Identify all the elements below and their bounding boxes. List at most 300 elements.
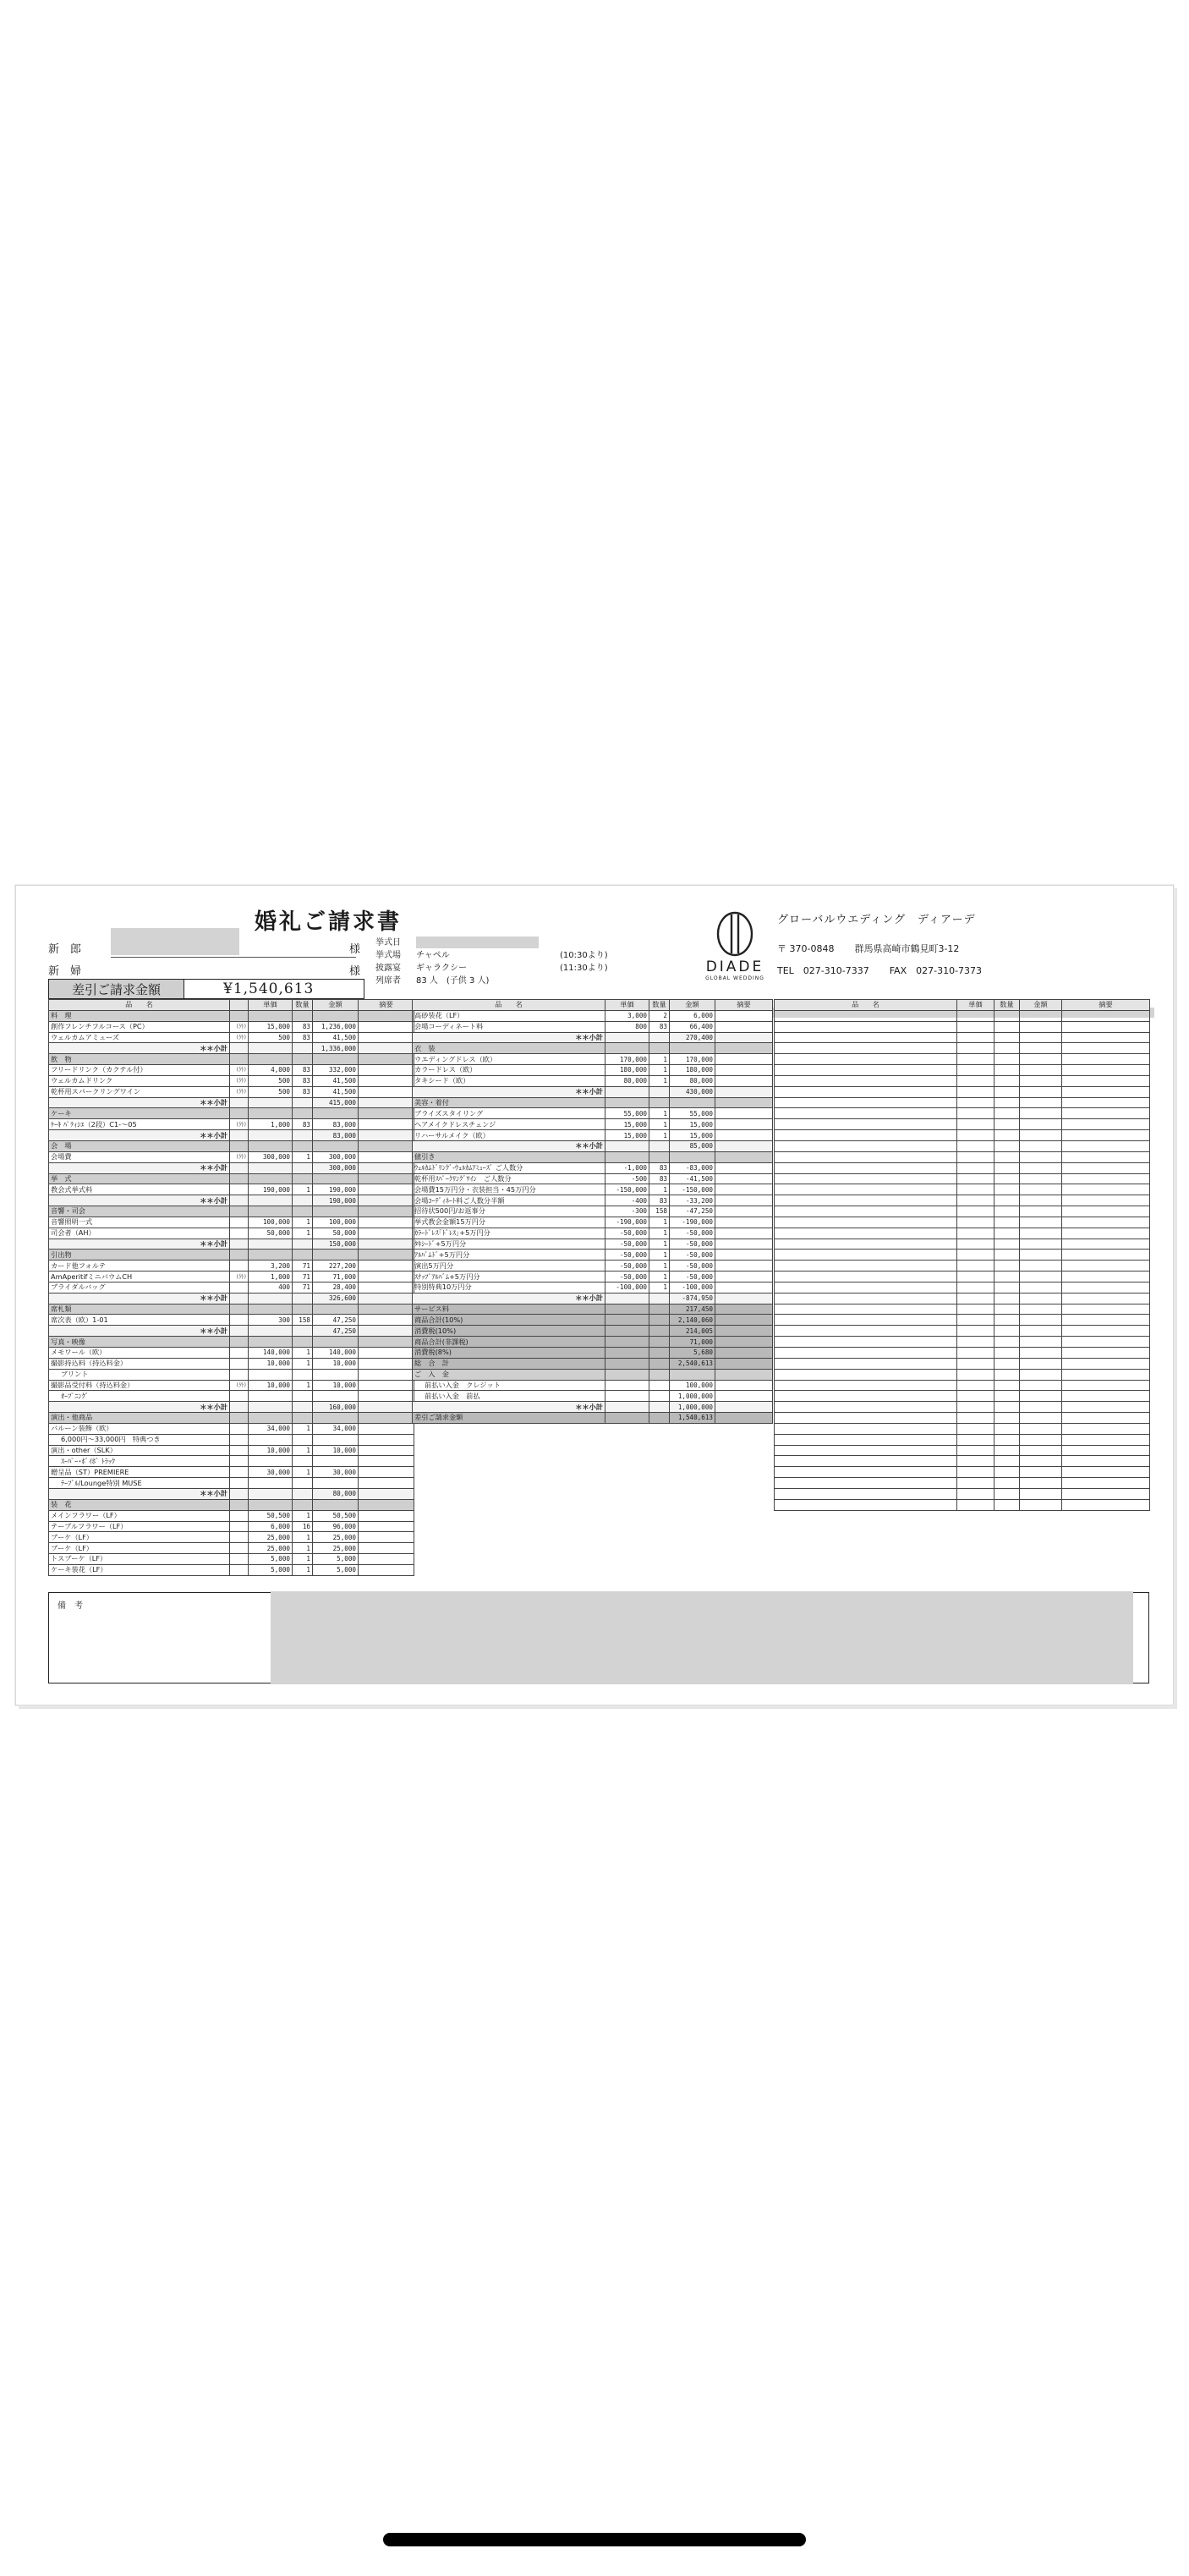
col-unit-header: 単価 <box>249 1000 293 1011</box>
note <box>359 1434 414 1445</box>
subtotal-label: ＊＊小計 <box>413 1032 605 1043</box>
line-item-row <box>413 1065 773 1076</box>
amount: 96,000 <box>313 1521 359 1532</box>
amount: 83,000 <box>313 1119 359 1130</box>
tax-flag <box>230 1282 249 1293</box>
amount <box>313 1434 359 1445</box>
subtotal-amount: 80,000 <box>313 1488 359 1499</box>
amount: 227,200 <box>313 1261 359 1272</box>
subtotal-row <box>49 1488 414 1499</box>
note <box>715 1054 773 1065</box>
note <box>715 1206 773 1217</box>
document-title: 婚礼ご請求書 <box>255 909 403 935</box>
quantity: 158 <box>649 1206 670 1217</box>
remarks-box <box>48 1592 1149 1683</box>
unit-price: -500 <box>605 1173 649 1184</box>
line-item-row <box>413 1021 773 1032</box>
subtotal-row <box>413 1402 773 1413</box>
quantity <box>293 1478 313 1489</box>
line-item-row <box>413 1282 773 1293</box>
event-date-redacted <box>416 936 539 948</box>
unit-price: 100,000 <box>249 1217 293 1228</box>
tax-flag <box>230 1434 249 1445</box>
amount: 66,400 <box>670 1021 715 1032</box>
section-title: 衣 装 <box>413 1043 605 1054</box>
item-name: カラードレス（欧） <box>413 1065 605 1076</box>
summary-label: 総 合 計 <box>413 1358 605 1369</box>
section-header-row <box>413 1097 773 1108</box>
line-item-row <box>49 1151 414 1162</box>
subtotal-amount: 300,000 <box>313 1162 359 1173</box>
empty-row <box>775 1413 1150 1424</box>
subtotal-amount: 85,000 <box>670 1140 715 1151</box>
ledger-table-middle <box>412 999 773 1424</box>
subtotal-row <box>49 1195 414 1206</box>
empty-row <box>775 1358 1150 1369</box>
unit-price: 800 <box>605 1021 649 1032</box>
tax-flag <box>230 1228 249 1239</box>
empty-row <box>775 1195 1150 1206</box>
line-item-row <box>49 1467 414 1478</box>
amount: 25,000 <box>313 1532 359 1543</box>
quantity: 1 <box>649 1119 670 1130</box>
home-indicator[interactable] <box>383 2533 806 2546</box>
quantity: 1 <box>649 1228 670 1239</box>
item-name: メインフラワー（LF） <box>49 1510 230 1521</box>
unit-price: 500 <box>249 1032 293 1043</box>
subtotal-amount: 430,000 <box>670 1086 715 1097</box>
quantity: 2 <box>649 1010 670 1021</box>
section-header-row <box>49 1173 414 1184</box>
note <box>715 1130 773 1141</box>
subtotal-amount: 1,000,000 <box>670 1402 715 1413</box>
item-name: 演出・other（SLK） <box>49 1445 230 1456</box>
item-name: 会場コーディネート料 <box>413 1021 605 1032</box>
subtotal-label: ＊＊小計 <box>49 1293 230 1304</box>
quantity: 83 <box>293 1021 313 1032</box>
amount: -50,000 <box>670 1228 715 1239</box>
item-name: リハーサルメイク（欧） <box>413 1130 605 1141</box>
amount <box>313 1391 359 1402</box>
quantity: 1 <box>293 1380 313 1391</box>
unit-price: 50,000 <box>249 1228 293 1239</box>
quantity: 83 <box>293 1075 313 1086</box>
subtotal-label: ＊＊小計 <box>49 1402 230 1413</box>
item-name: ｳｪﾙｶﾑﾄﾞﾘﾝｸﾞ-ｳｪﾙｶﾑｱﾐｭｰｽﾞ ご人数分 <box>413 1162 605 1173</box>
unit-price: 300 <box>249 1315 293 1326</box>
tax-flag <box>230 1391 249 1402</box>
reception-label: 披露宴 <box>375 964 401 973</box>
subtotal-label: ＊＊小計 <box>49 1326 230 1337</box>
quantity: 71 <box>293 1272 313 1283</box>
subtotal-label: ＊＊小計 <box>49 1195 230 1206</box>
subtotal-label: ＊＊小計 <box>413 1086 605 1097</box>
empty-row <box>775 1423 1150 1434</box>
subtotal-row <box>49 1326 414 1337</box>
section-title: 席札類 <box>49 1304 230 1315</box>
section-title: ご 入 金 <box>413 1369 605 1380</box>
line-item-row <box>413 1380 773 1391</box>
note <box>359 1369 414 1380</box>
summary-amount: 5,680 <box>670 1348 715 1359</box>
quantity: 1 <box>649 1065 670 1076</box>
unit-price: 1,000 <box>249 1119 293 1130</box>
item-name: 創作フレンチフルコース（PC） <box>49 1021 230 1032</box>
section-title: 音響・司会 <box>49 1206 230 1217</box>
item-name: メモワール（欧） <box>49 1348 230 1359</box>
tax-flag <box>230 1184 249 1195</box>
note <box>359 1021 414 1032</box>
line-item-row <box>49 1086 414 1097</box>
note <box>359 1217 414 1228</box>
item-name: トスブーケ（LF） <box>49 1554 230 1565</box>
note <box>359 1456 414 1467</box>
unit-price <box>605 1380 649 1391</box>
section-header-row <box>49 1413 414 1424</box>
amount: 80,000 <box>670 1075 715 1086</box>
line-item-row <box>413 1195 773 1206</box>
line-item-row <box>49 1456 414 1467</box>
empty-row <box>775 1032 1150 1043</box>
tax-flag <box>230 1543 249 1554</box>
col-amount-header: 金額 <box>670 1000 715 1011</box>
line-item-row <box>413 1130 773 1141</box>
note <box>715 1228 773 1239</box>
line-item-row <box>49 1423 414 1434</box>
tax-flag <box>230 1358 249 1369</box>
empty-row <box>775 1467 1150 1478</box>
col-qty-header: 数量 <box>293 1000 313 1011</box>
unit-price: 6,000 <box>249 1521 293 1532</box>
empty-row <box>775 1151 1150 1162</box>
unit-price <box>249 1369 293 1380</box>
empty-row <box>775 1434 1150 1445</box>
quantity: 1 <box>293 1358 313 1369</box>
quantity <box>293 1456 313 1467</box>
subtotal-amount: 190,000 <box>313 1195 359 1206</box>
item-name: 席次表（欧）1-01 <box>49 1315 230 1326</box>
note <box>359 1532 414 1543</box>
quantity: 158 <box>293 1315 313 1326</box>
unit-price: -1,000 <box>605 1162 649 1173</box>
amount: -150,000 <box>670 1184 715 1195</box>
line-item-row <box>413 1217 773 1228</box>
unit-price: -400 <box>605 1195 649 1206</box>
quantity: 1 <box>649 1250 670 1261</box>
empty-row <box>775 1326 1150 1337</box>
quantity: 16 <box>293 1521 313 1532</box>
line-item-row <box>49 1032 414 1043</box>
subtotal-row <box>49 1402 414 1413</box>
unit-price: 25,000 <box>249 1532 293 1543</box>
amount: 332,000 <box>313 1065 359 1076</box>
item-name: ウエディングドレス（欧） <box>413 1054 605 1065</box>
section-title: 写真・映像 <box>49 1337 230 1348</box>
empty-row <box>775 1054 1150 1065</box>
col-name-header: 品 名 <box>49 1000 230 1011</box>
empty-row <box>775 1140 1150 1151</box>
summary-label: 商品合計(10%) <box>413 1315 605 1326</box>
line-item-row <box>49 1564 414 1575</box>
groom-label: 新 郎 <box>48 943 82 956</box>
unit-price: 3,000 <box>605 1010 649 1021</box>
amount: -50,000 <box>670 1250 715 1261</box>
note <box>359 1261 414 1272</box>
amount: 28,400 <box>313 1282 359 1293</box>
subtotal-amount: 150,000 <box>313 1239 359 1250</box>
item-name: バルーン装飾（欧） <box>49 1423 230 1434</box>
line-item-row <box>413 1391 773 1402</box>
ceremony-value: チャペル <box>416 951 450 960</box>
line-item-row <box>413 1010 773 1021</box>
line-item-row <box>49 1478 414 1489</box>
item-name: ヘアメイクドレスチェンジ <box>413 1119 605 1130</box>
subtotal-label: ＊＊小計 <box>413 1402 605 1413</box>
quantity: 1 <box>649 1217 670 1228</box>
empty-row <box>775 1075 1150 1086</box>
section-header-row <box>49 1108 414 1119</box>
subtotal-row <box>413 1086 773 1097</box>
unit-price: -50,000 <box>605 1228 649 1239</box>
empty-row <box>775 1108 1150 1119</box>
subtotal-amount: 270,400 <box>670 1032 715 1043</box>
amount <box>313 1456 359 1467</box>
item-name: テーブルフラワー（LF） <box>49 1521 230 1532</box>
section-title: 演出・他商品 <box>49 1413 230 1424</box>
quantity <box>293 1434 313 1445</box>
amount: 1,000,000 <box>670 1391 715 1402</box>
subtotal-amount: 160,000 <box>313 1402 359 1413</box>
line-item-row <box>413 1075 773 1086</box>
note <box>359 1086 414 1097</box>
section-header-row <box>49 1337 414 1348</box>
tax-flag <box>230 1554 249 1565</box>
empty-row <box>775 1261 1150 1272</box>
note <box>715 1010 773 1021</box>
amount: 10,000 <box>313 1380 359 1391</box>
quantity <box>293 1369 313 1380</box>
quantity: 1 <box>649 1272 670 1283</box>
empty-row <box>775 1282 1150 1293</box>
note <box>359 1467 414 1478</box>
amount: 71,000 <box>313 1272 359 1283</box>
summary-label: 差引ご請求金額 <box>413 1413 605 1424</box>
quantity: 83 <box>649 1195 670 1206</box>
empty-row <box>775 1239 1150 1250</box>
quantity: 83 <box>293 1119 313 1130</box>
unit-price: 180,000 <box>605 1065 649 1076</box>
amount: -50,000 <box>670 1261 715 1272</box>
tax-flag: (外) <box>230 1380 249 1391</box>
section-header-row <box>413 1151 773 1162</box>
item-name: カード他フォルテ <box>49 1261 230 1272</box>
amount: 300,000 <box>313 1151 359 1162</box>
summary-row <box>413 1326 773 1337</box>
note <box>715 1195 773 1206</box>
subtotal-label: ＊＊小計 <box>49 1488 230 1499</box>
note <box>359 1119 414 1130</box>
col-name-header: 品 名 <box>775 1000 957 1011</box>
note <box>715 1391 773 1402</box>
tax-flag <box>230 1521 249 1532</box>
total-label: 差引ご請求金額 <box>49 980 184 998</box>
summary-amount: 2,540,613 <box>670 1358 715 1369</box>
amount <box>313 1369 359 1380</box>
note <box>359 1391 414 1402</box>
unit-price: 140,000 <box>249 1348 293 1359</box>
line-item-row <box>49 1119 414 1130</box>
note <box>715 1261 773 1272</box>
empty-row <box>775 1380 1150 1391</box>
tax-flag <box>230 1315 249 1326</box>
unit-price <box>249 1456 293 1467</box>
diade-logo-icon <box>715 911 754 957</box>
item-name: 特別特典10万円分 <box>413 1282 605 1293</box>
reception-time: (11:30より) <box>560 964 608 973</box>
tax-flag: (外) <box>230 1021 249 1032</box>
company-logo <box>701 911 769 981</box>
section-header-row <box>49 1304 414 1315</box>
unit-price: 5,000 <box>249 1564 293 1575</box>
empty-row <box>775 1173 1150 1184</box>
empty-row <box>775 1043 1150 1054</box>
amount: 180,000 <box>670 1065 715 1076</box>
item-name: 演出5万円分 <box>413 1261 605 1272</box>
item-name: 撮影持込料（持込料金） <box>49 1358 230 1369</box>
note <box>359 1423 414 1434</box>
item-name: フリードリンク（カクテル付） <box>49 1065 230 1076</box>
summary-row <box>413 1304 773 1315</box>
empty-row <box>775 1488 1150 1499</box>
amount: -83,000 <box>670 1162 715 1173</box>
amount: -50,000 <box>670 1239 715 1250</box>
unit-price: -150,000 <box>605 1184 649 1195</box>
quantity: 1 <box>293 1423 313 1434</box>
tax-flag <box>230 1478 249 1489</box>
line-item-row <box>49 1261 414 1272</box>
empty-row <box>775 1228 1150 1239</box>
note <box>359 1521 414 1532</box>
line-item-row <box>49 1445 414 1456</box>
total-amount-box <box>48 979 364 999</box>
item-name: プリント <box>49 1369 230 1380</box>
summary-amount: 2,140,060 <box>670 1315 715 1326</box>
subtotal-amount: 83,000 <box>313 1130 359 1141</box>
line-item-row <box>49 1021 414 1032</box>
item-name: ケーキ装花（LF） <box>49 1564 230 1575</box>
tax-flag: (外) <box>230 1032 249 1043</box>
note <box>715 1065 773 1076</box>
col-amount-header: 金額 <box>1020 1000 1062 1011</box>
line-item-row <box>413 1261 773 1272</box>
quantity <box>649 1391 670 1402</box>
item-name: ｶﾗｰﾄﾞﾚｽ｢ﾄﾞﾚｽ｣+5万円分 <box>413 1228 605 1239</box>
empty-row <box>775 1391 1150 1402</box>
item-name: ブライズスタイリング <box>413 1108 605 1119</box>
logo-subtext: GLOBAL WEDDING <box>705 975 764 981</box>
unit-price: 10,000 <box>249 1445 293 1456</box>
guests-label: 列席者 <box>375 976 401 986</box>
item-name: 前払い入金 前払 <box>413 1391 605 1402</box>
amount: 15,000 <box>670 1130 715 1141</box>
tax-flag: (外) <box>230 1075 249 1086</box>
quantity: 83 <box>293 1032 313 1043</box>
unit-price: 190,000 <box>249 1184 293 1195</box>
quantity: 1 <box>293 1348 313 1359</box>
note <box>715 1184 773 1195</box>
section-header-row <box>49 1206 414 1217</box>
quantity <box>293 1391 313 1402</box>
subtotal-amount: 1,336,000 <box>313 1043 359 1054</box>
line-item-row <box>49 1369 414 1380</box>
line-item-row <box>413 1184 773 1195</box>
summary-label: 消費税(8%) <box>413 1348 605 1359</box>
col-qty-header: 数量 <box>994 1000 1020 1011</box>
empty-row <box>775 1206 1150 1217</box>
summary-label: 商品合計(非課税) <box>413 1337 605 1348</box>
line-item-row <box>49 1075 414 1086</box>
amount: 5,000 <box>313 1554 359 1565</box>
note <box>359 1075 414 1086</box>
unit-price: 170,000 <box>605 1054 649 1065</box>
bride-honorific: 様 <box>349 965 361 978</box>
note <box>715 1217 773 1228</box>
empty-row <box>775 1021 1150 1032</box>
quantity: 71 <box>293 1261 313 1272</box>
quantity: 1 <box>293 1554 313 1565</box>
amount: 5,000 <box>313 1564 359 1575</box>
unit-price: 30,000 <box>249 1467 293 1478</box>
amount: 30,000 <box>313 1467 359 1478</box>
note <box>359 1228 414 1239</box>
unit-price: -50,000 <box>605 1239 649 1250</box>
empty-row <box>775 1250 1150 1261</box>
section-title: 装 花 <box>49 1499 230 1510</box>
col-qty-header: 数量 <box>649 1000 670 1011</box>
line-item-row <box>49 1282 414 1293</box>
item-name: 司会者（AH） <box>49 1228 230 1239</box>
unit-price: -50,000 <box>605 1261 649 1272</box>
line-item-row <box>49 1380 414 1391</box>
unit-price: 25,000 <box>249 1543 293 1554</box>
subtotal-row <box>49 1293 414 1304</box>
quantity: 1 <box>293 1184 313 1195</box>
invoice-document <box>15 885 1174 1705</box>
quantity: 1 <box>293 1228 313 1239</box>
unit-price: 300,000 <box>249 1151 293 1162</box>
unit-price: 15,000 <box>605 1130 649 1141</box>
unit-price <box>249 1434 293 1445</box>
empty-row <box>775 1304 1150 1315</box>
item-name: 会場費15万円分・衣装担当・45万円分 <box>413 1184 605 1195</box>
quantity: 1 <box>293 1543 313 1554</box>
unit-price: -50,000 <box>605 1250 649 1261</box>
quantity: 1 <box>649 1239 670 1250</box>
item-name: ウェルカムアミューズ <box>49 1032 230 1043</box>
section-title: 料 理 <box>49 1010 230 1021</box>
item-name: 会場ｺｰﾃﾞｨﾈｰﾄ料ご人数分半額 <box>413 1195 605 1206</box>
line-item-row <box>413 1173 773 1184</box>
item-name: ｱﾙﾊﾞﾑﾄﾞ+5万円分 <box>413 1250 605 1261</box>
tax-flag <box>230 1369 249 1380</box>
line-item-row <box>49 1184 414 1195</box>
amount: 15,000 <box>670 1119 715 1130</box>
note <box>715 1021 773 1032</box>
empty-row <box>775 1369 1150 1380</box>
quantity: 83 <box>293 1065 313 1076</box>
tax-flag: (外) <box>230 1272 249 1283</box>
note <box>715 1239 773 1250</box>
